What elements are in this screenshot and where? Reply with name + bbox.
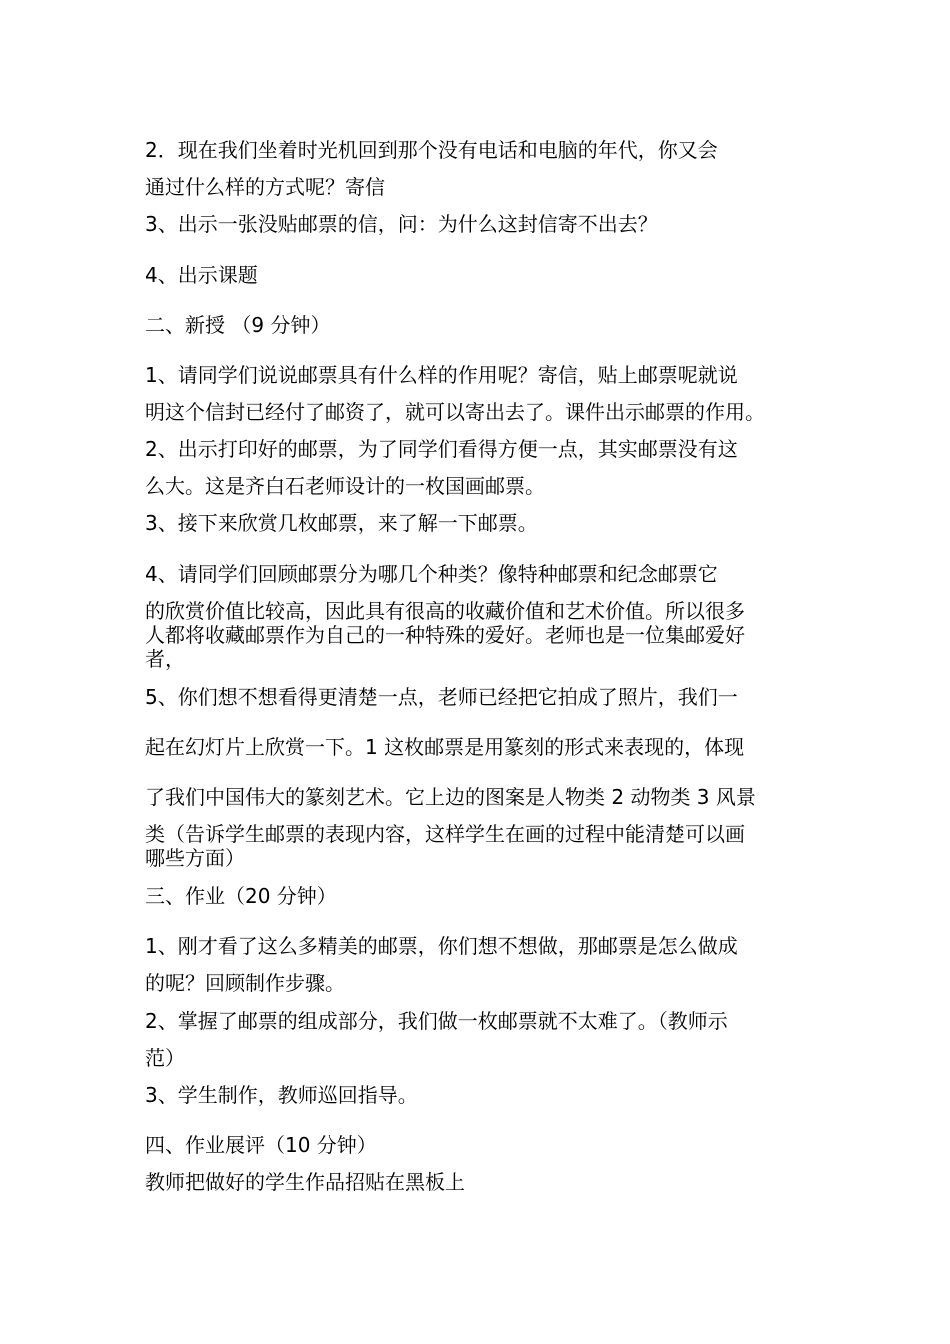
paragraph-line: 么大。这是齐白石老师设计的一枚国画邮票。 [145, 474, 545, 498]
paragraph-line: 4、请同学们回顾邮票分为哪几个种类？像特种邮票和纪念邮票它 [145, 562, 718, 586]
paragraph-line: 3、出示一张没贴邮票的信，问：为什么这封信寄不出去？ [145, 212, 658, 236]
paragraph-line: 了我们中国伟大的篆刻艺术。它上边的图案是人物类 2 动物类 3 风景 [145, 785, 756, 809]
paragraph-line: 3、接下来欣赏几枚邮票，来了解一下邮票。 [145, 511, 538, 535]
paragraph-line: 起在幻灯片上欣赏一下。1 这枚邮票是用篆刻的形式来表现的，体现 [145, 735, 745, 759]
paragraph-line: 的呢？回顾制作步骤。 [145, 971, 345, 995]
paragraph-line: 1、请同学们说说邮票具有什么样的作用呢？寄信，贴上邮票呢就说 [145, 363, 738, 387]
paragraph-line: 类（告诉学生邮票的表现内容，这样学生在画的过程中能清楚可以画 [145, 822, 745, 846]
paragraph-line: 1、刚才看了这么多精美的邮票，你们想不想做，那邮票是怎么做成 [145, 934, 738, 958]
paragraph-line: 的欣赏价值比较高，因此具有很高的收藏价值和艺术价值。所以很多 [145, 599, 745, 623]
paragraph-line: 4、出示课题 [145, 263, 258, 287]
paragraph-line: 人都将收藏邮票作为自己的一种特殊的爱好。老师也是一位集邮爱好 [145, 623, 745, 647]
section-heading: 二、新授 （9 分钟） [145, 313, 331, 337]
paragraph-line: 范） [145, 1046, 185, 1070]
paragraph-line: 哪些方面） [145, 846, 245, 870]
paragraph-line: 教师把做好的学生作品招贴在黑板上 [145, 1170, 465, 1194]
section-heading: 四、作业展评（10 分钟） [145, 1133, 377, 1157]
paragraph-line: 2．现在我们坐着时光机回到那个没有电话和电脑的年代，你又会 [145, 138, 718, 162]
paragraph-line: 2、出示打印好的邮票，为了同学们看得方便一点，其实邮票没有这 [145, 437, 738, 461]
paragraph-line: 3、学生制作，教师巡回指导。 [145, 1083, 418, 1107]
paragraph-line: 2、掌握了邮票的组成部分，我们做一枚邮票就不太难了。（教师示 [145, 1009, 728, 1033]
paragraph-line: 5、你们想不想看得更清楚一点，老师已经把它拍成了照片，我们一 [145, 685, 738, 709]
section-heading: 三、作业（20 分钟） [145, 884, 337, 908]
paragraph-line: 明这个信封已经付了邮资了，就可以寄出去了。课件出示邮票的作用。 [145, 400, 765, 424]
paragraph-line: 者， [145, 647, 185, 671]
paragraph-line: 通过什么样的方式呢？寄信 [145, 175, 385, 199]
